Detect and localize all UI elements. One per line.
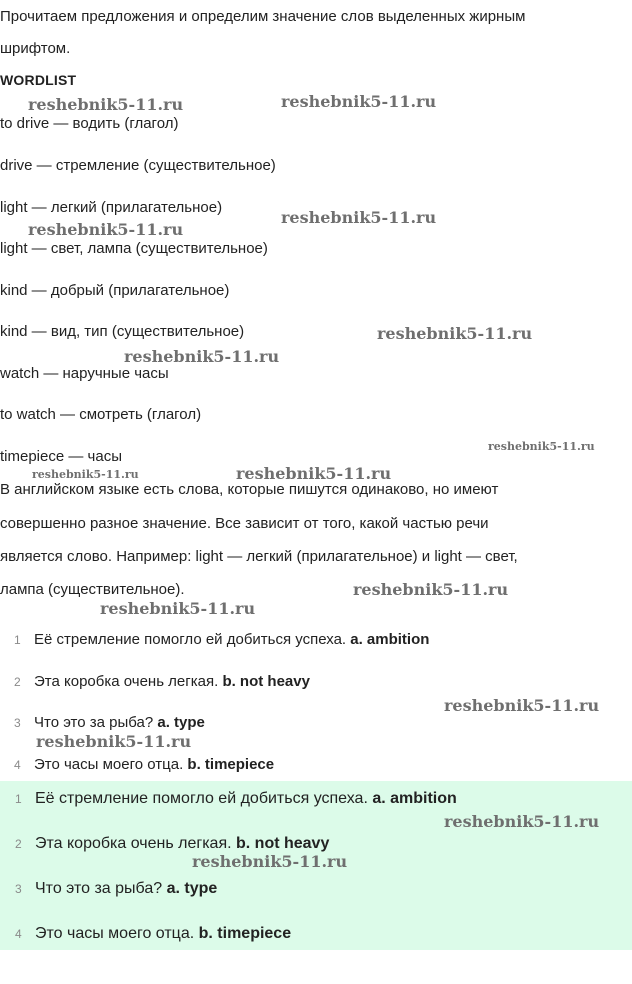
wordlist-entry: to drive — водить (глагол) <box>0 115 179 132</box>
watermark: reshebnik5-11.ru <box>444 696 600 715</box>
exercise-item <box>0 673 310 691</box>
answer-item <box>0 790 457 808</box>
watermark: reshebnik5-11.ru <box>124 347 280 366</box>
item-answer: a. type <box>157 714 205 731</box>
watermark: reshebnik5-11.ru <box>28 95 184 114</box>
wordlist-entry: timepiece — часы <box>0 448 122 465</box>
item-number: 3 <box>14 716 21 730</box>
watermark: reshebnik5-11.ru <box>377 324 533 343</box>
item-answer: b. timepiece <box>187 756 275 773</box>
wordlist-entry: kind — добрый (прилагательное) <box>0 282 230 299</box>
item-text: Её стремление помогло ей добиться успеха. <box>34 631 351 648</box>
watermark: reshebnik5-11.ru <box>444 812 600 831</box>
item-answer: a. ambition <box>372 790 457 807</box>
watermark: reshebnik5-11.ru <box>192 852 348 871</box>
item-text: Что это за рыба? <box>34 714 158 731</box>
item-answer: a. type <box>166 880 218 897</box>
item-text: Это часы моего отца. <box>34 756 188 773</box>
item-answer: b. not heavy <box>222 673 310 690</box>
watermark: reshebnik5-11.ru <box>28 220 184 239</box>
wordlist-entry: to watch — смотреть (глагол) <box>0 406 202 423</box>
explanation-line: В английском языке есть слова, которые пишутся одинаково, но имеют <box>0 481 499 498</box>
exercise-item <box>0 756 274 774</box>
item-number: 4 <box>14 758 21 772</box>
exercise-item <box>0 714 205 732</box>
wordlist-entry: watch — наручные часы <box>0 365 169 382</box>
watermark: reshebnik5-11.ru <box>32 468 139 481</box>
answer-item <box>0 925 291 943</box>
watermark: reshebnik5-11.ru <box>100 599 256 618</box>
item-answer: a. ambition <box>350 631 430 648</box>
item-number: 2 <box>14 675 21 689</box>
watermark: reshebnik5-11.ru <box>36 732 192 751</box>
item-number: 1 <box>14 633 21 647</box>
intro-line-1: Прочитаем предложения и определим значение слов выделенных жирным <box>0 8 526 25</box>
intro-line-2: шрифтом. <box>0 40 71 57</box>
watermark: reshebnik5-11.ru <box>281 208 437 227</box>
item-answer: b. timepiece <box>198 925 292 942</box>
watermark: reshebnik5-11.ru <box>353 580 509 599</box>
wordlist-entry: drive — стремление (существительное) <box>0 157 276 174</box>
answer-item <box>0 835 329 853</box>
item-text: Это часы моего отца. <box>35 925 199 942</box>
wordlist-entry: kind — вид, тип (существительное) <box>0 323 245 340</box>
explanation-line: лампа (существительное). <box>0 581 185 598</box>
wordlist-entry: light — легкий (прилагательное) <box>0 199 223 216</box>
watermark: reshebnik5-11.ru <box>281 92 437 111</box>
item-answer: b. not heavy <box>236 835 330 852</box>
item-text: Что это за рыба? <box>35 880 167 897</box>
item-text: Эта коробка очень легкая. <box>35 835 236 852</box>
wordlist-heading: WORDLIST <box>0 72 77 88</box>
item-number: 3 <box>15 882 22 896</box>
watermark: reshebnik5-11.ru <box>236 464 392 483</box>
item-number: 1 <box>15 792 22 806</box>
watermark: reshebnik5-11.ru <box>488 440 595 453</box>
answer-item <box>0 880 217 898</box>
wordlist-entry: light — свет, лампа (существительное) <box>0 240 268 257</box>
exercise-item <box>0 631 429 649</box>
item-number: 4 <box>15 927 22 941</box>
explanation-line: является слово. Например: light — легкий (прилагательное) и light — свет, <box>0 548 518 565</box>
item-text: Эта коробка очень легкая. <box>34 673 223 690</box>
item-number: 2 <box>15 837 22 851</box>
item-text: Её стремление помогло ей добиться успеха. <box>35 790 373 807</box>
explanation-line: совершенно разное значение. Все зависит от того, какой частью речи <box>0 515 489 532</box>
